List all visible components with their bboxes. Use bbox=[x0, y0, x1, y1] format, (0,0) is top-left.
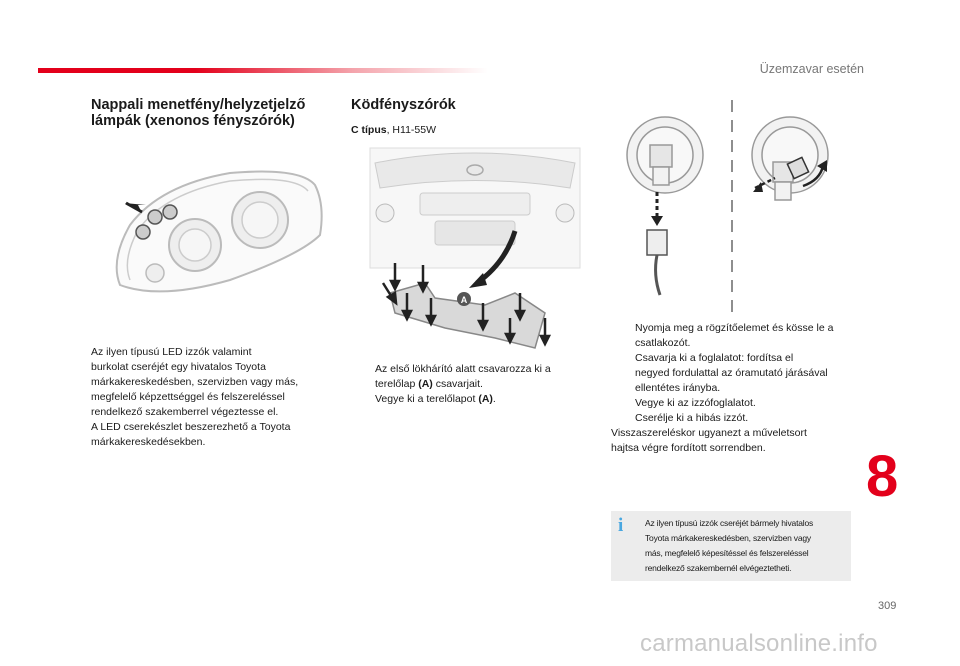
closing-text: hajtsa végre fordított sorrendben. bbox=[611, 442, 766, 454]
left-body-line: Az ilyen típusú LED izzók valamint bbox=[91, 346, 252, 358]
bulb-type-value: , H11-55W bbox=[386, 124, 436, 136]
bulb-type bbox=[351, 124, 436, 136]
chapter-number: 8 bbox=[866, 444, 899, 509]
page-number: 309 bbox=[878, 600, 897, 612]
left-body bbox=[91, 345, 331, 450]
step-text: csatlakozót. bbox=[635, 337, 691, 349]
step-text-part: terelőlap bbox=[375, 378, 419, 390]
left-heading bbox=[91, 97, 305, 129]
bulb-type-label: C típus bbox=[351, 124, 387, 136]
step-text: Csavarja ki a foglalatot: fordítsa el bbox=[635, 352, 794, 364]
step-text-part: . bbox=[492, 393, 496, 405]
closing-text: Visszaszereléskor ugyanezt a műveletsort bbox=[611, 427, 807, 439]
info-line: Az ilyen típusú izzók cseréjét bármely hivatalos bbox=[645, 518, 814, 528]
step-item bbox=[351, 392, 591, 407]
left-heading-line1: Nappali menetfény/helyzetjelző bbox=[91, 97, 306, 113]
bulb-replacement-steps bbox=[611, 321, 861, 456]
fog-light-steps bbox=[351, 362, 591, 407]
left-body-line: márkakereskedésben, szervizben vagy más, bbox=[91, 376, 299, 388]
fog-lamp-connector-illustration bbox=[615, 100, 865, 315]
headlamp-illustration bbox=[100, 165, 330, 305]
step-text-line2 bbox=[375, 377, 591, 392]
callout-a: A bbox=[460, 295, 468, 305]
watermark: carmanualsonline.info bbox=[640, 630, 878, 657]
front-bumper-illustration bbox=[365, 143, 585, 358]
step-item bbox=[351, 362, 591, 392]
section-title: Üzemzavar esetén bbox=[759, 62, 864, 76]
step-text-ref: (A) bbox=[478, 393, 493, 405]
step-item bbox=[611, 396, 861, 411]
step-item bbox=[611, 411, 861, 426]
left-body-line: burkolat cseréjét egy hivatalos Toyota bbox=[91, 361, 266, 373]
step-text-ref: (A) bbox=[418, 378, 433, 390]
left-heading-line2: lámpák (xenonos fényszórók) bbox=[91, 113, 295, 129]
info-line: Toyota márkakereskedésben, szervizben vagy bbox=[645, 533, 811, 543]
step-text: Az első lökhárító alatt csavarozza ki a bbox=[375, 363, 551, 375]
step-text: ellentétes irányba. bbox=[635, 382, 721, 394]
info-icon: i bbox=[618, 515, 624, 536]
left-body-line: rendelkező szakemberrel végeztesse el. bbox=[91, 406, 279, 418]
step-item bbox=[611, 351, 861, 396]
header-accent-bar bbox=[38, 68, 488, 73]
step-text: Nyomja meg a rögzítőelemet és kösse le a bbox=[635, 322, 834, 334]
fog-light-heading: Ködfényszórók bbox=[351, 97, 456, 113]
step-text: Cserélje ki a hibás izzót. bbox=[635, 412, 749, 424]
step-text: Vegye ki az izzófoglalatot. bbox=[635, 397, 756, 409]
step-text: negyed fordulattal az óramutató járásával bbox=[635, 367, 828, 379]
step-text-part: csavarjait. bbox=[432, 378, 483, 390]
left-body-line: márkakereskedésekben. bbox=[91, 436, 206, 448]
info-line: rendelkező szakembernél elvégeztetheti. bbox=[645, 563, 792, 573]
left-body-line: A LED cserekészlet beszerezhető a Toyota bbox=[91, 421, 291, 433]
info-text bbox=[645, 516, 850, 576]
step-item bbox=[611, 321, 861, 351]
step-text-part: Vegye ki a terelőlapot bbox=[375, 393, 479, 405]
info-line: más, megfelelő képesítéssel és felszereléssel bbox=[645, 548, 809, 558]
step-text bbox=[375, 392, 591, 407]
left-body-line: megfelelő képzettséggel és felszereléssel bbox=[91, 391, 285, 403]
